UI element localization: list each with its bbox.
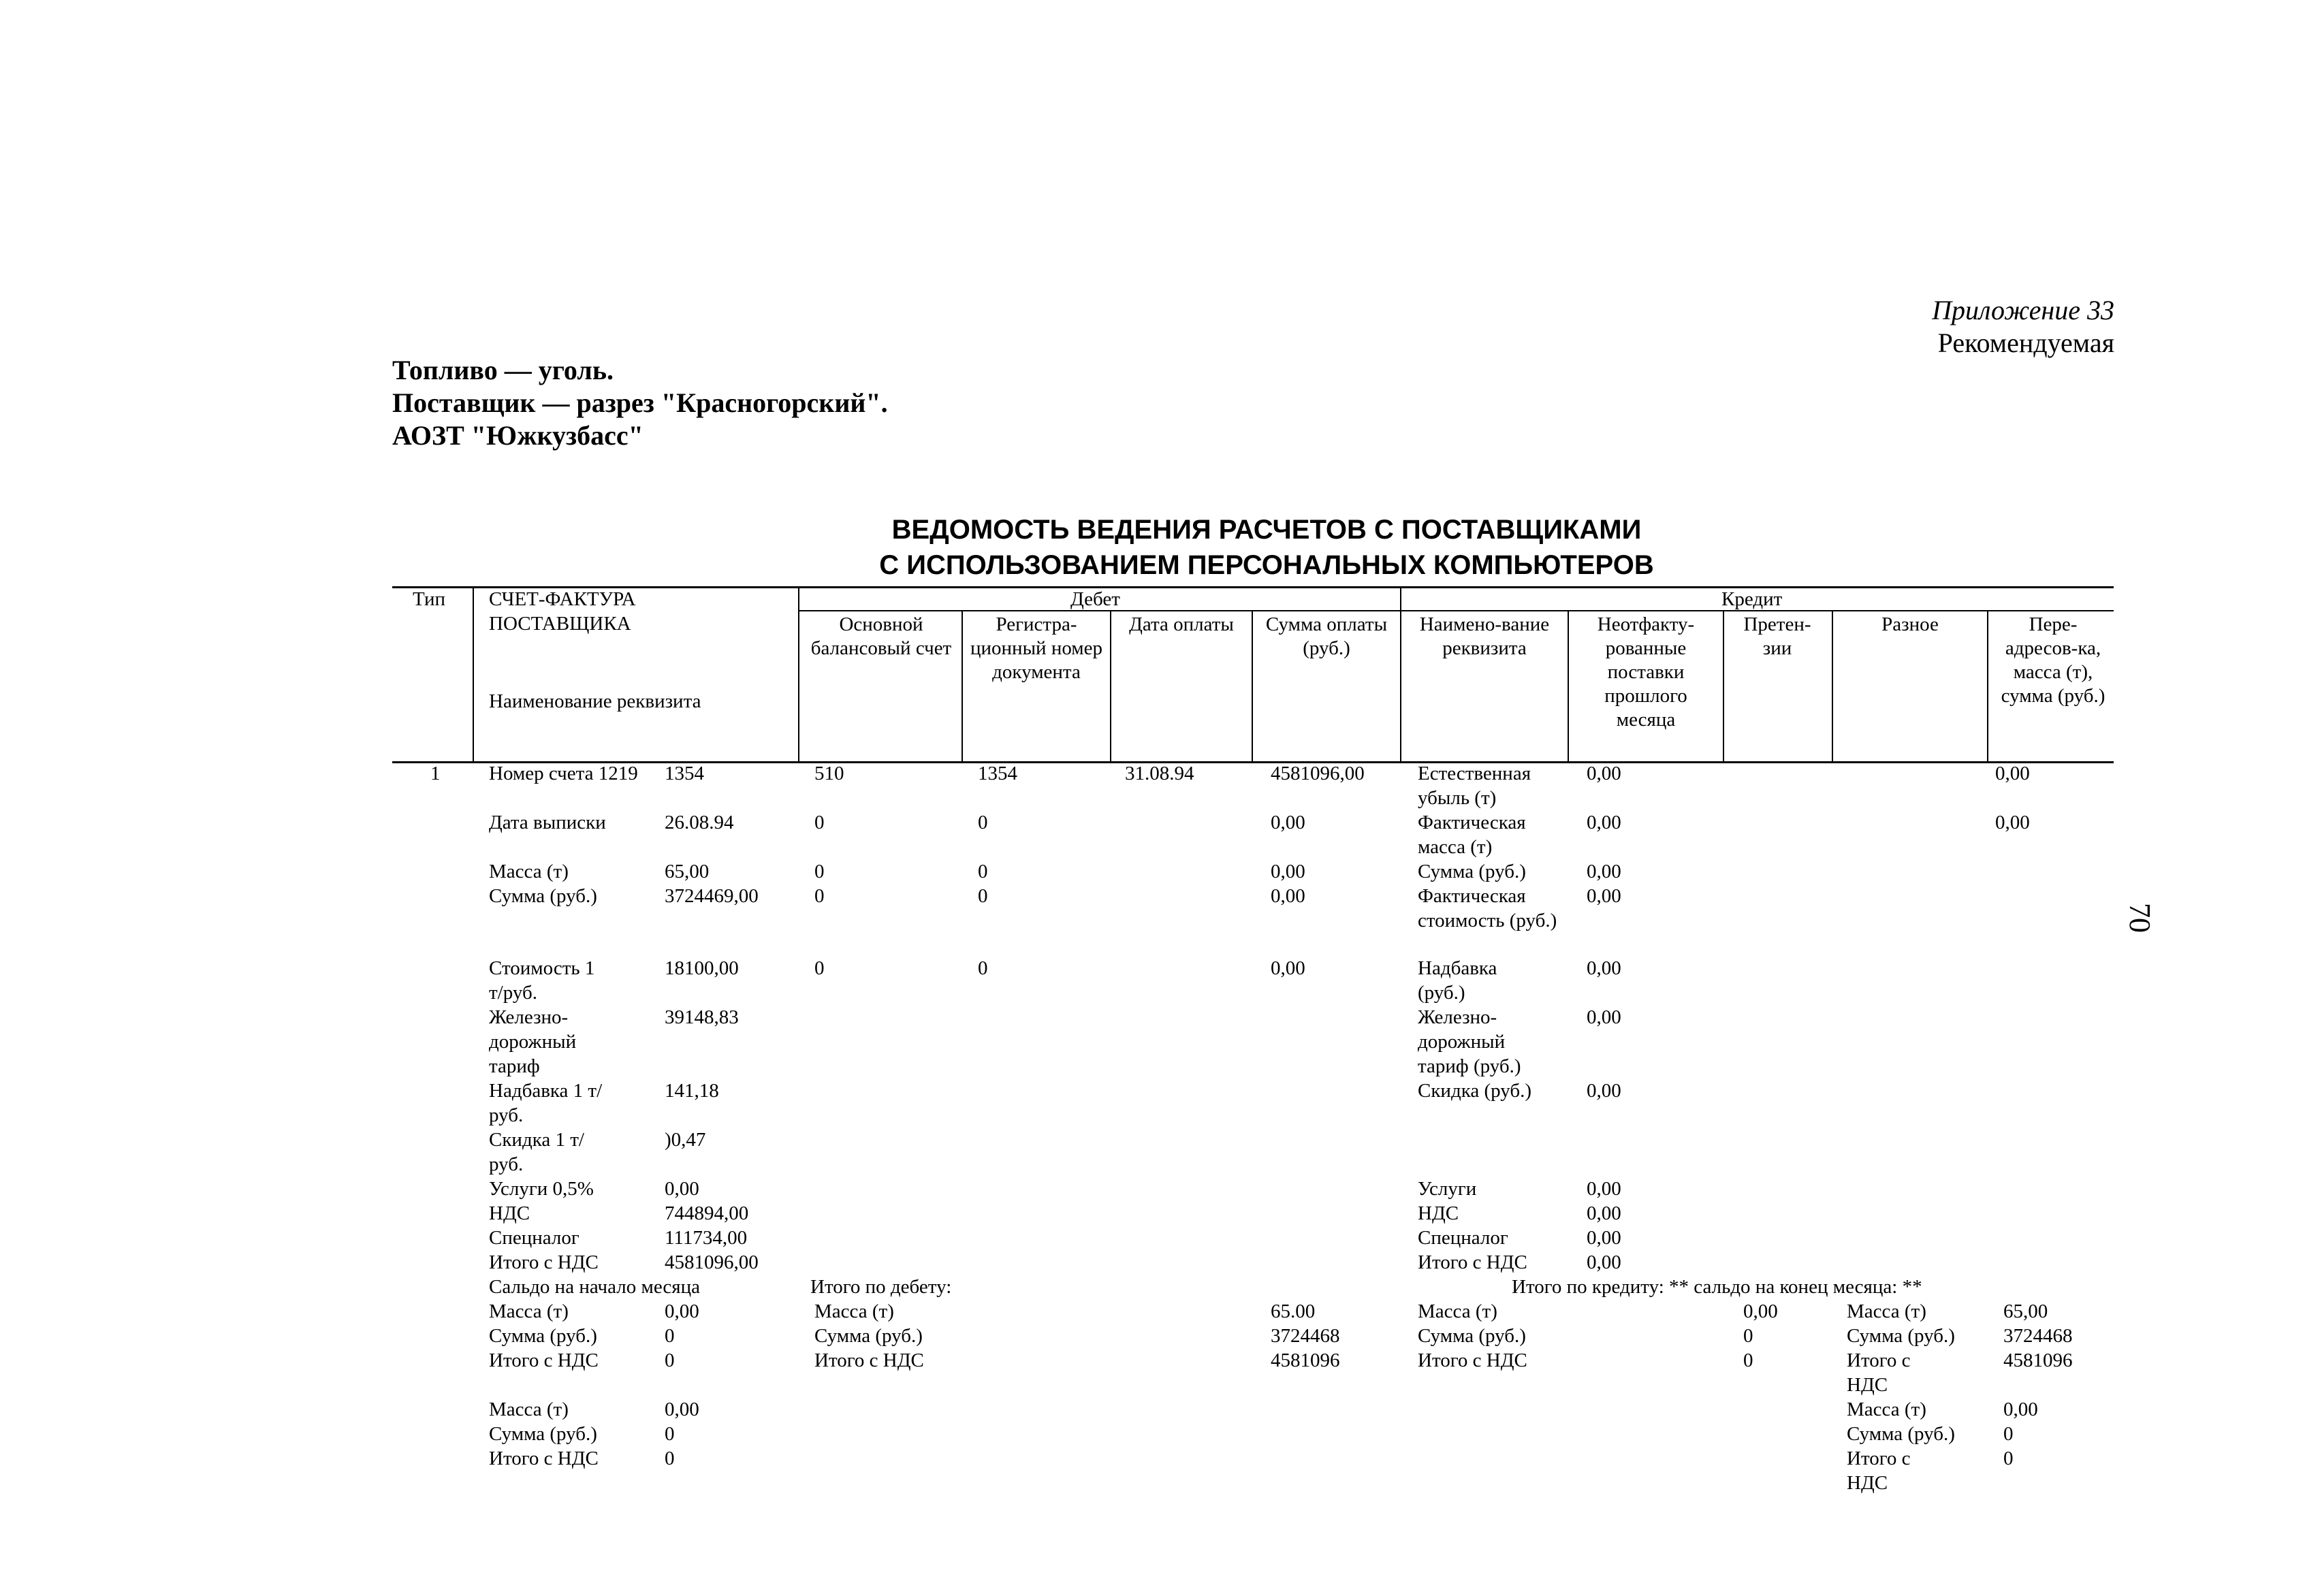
- closing-label: Масса (т): [1847, 1300, 1926, 1322]
- opening-label: Масса (т): [489, 1300, 569, 1322]
- closing-value: 4581096: [2003, 1350, 2073, 1371]
- recommended-label: Рекомендуемая: [1937, 328, 2114, 358]
- credit-value: 0,00: [1587, 957, 1621, 979]
- invoice-label: Дата выписки: [489, 812, 606, 833]
- col-header-credit-misc: Разное: [1881, 613, 1939, 635]
- opening-balance-title: Сальдо на начало месяца: [489, 1276, 701, 1298]
- invoice-value: 26.08.94: [665, 812, 734, 833]
- col-header-credit-readdress: Пере-адресов-ка, масса (т), сумма (руб.): [2001, 613, 2106, 707]
- invoice-label: НДС: [489, 1202, 530, 1224]
- col-header-debit-reg: Регистра-ционный номер документа: [970, 613, 1103, 683]
- opening-label: Итого с НДС: [489, 1350, 599, 1371]
- supplier-line: Поставщик — разрез "Красногорский".: [392, 387, 888, 418]
- second-right-label: Масса (т): [1847, 1399, 1926, 1420]
- col-sep-invoice: [798, 586, 799, 763]
- debit-account-value: 510: [814, 763, 844, 784]
- col-sep-debit-3: [1110, 610, 1111, 763]
- debit-total-label: Итого с НДС: [814, 1350, 924, 1371]
- second-left-value: 0: [665, 1448, 675, 1469]
- closing-label: Итого с НДС: [1847, 1350, 1911, 1396]
- debit-total-label: Сумма (руб.): [814, 1325, 923, 1347]
- debit-reg-value: 0: [978, 861, 988, 882]
- credit-label: Естественная убыль (т): [1418, 763, 1531, 809]
- invoice-value: 1354: [665, 763, 704, 784]
- credit-label: Фактическая стоимость (руб.): [1418, 885, 1557, 931]
- debit-sum-value: 0,00: [1271, 812, 1305, 833]
- invoice-value: 39148,83: [665, 1006, 739, 1028]
- credit-total-value: 0: [1743, 1325, 1753, 1347]
- readdress-value: 0,00: [1995, 763, 2030, 784]
- statement-title-line-1: ВЕДОМОСТЬ ВЕДЕНИЯ РАСЧЕТОВ С ПОСТАВЩИКАМИ: [891, 515, 1642, 545]
- credit-value: 0,00: [1587, 1202, 1621, 1224]
- credit-value: 0,00: [1587, 861, 1621, 882]
- second-right-value: 0: [2003, 1423, 2014, 1445]
- debit-reg-value: 0: [978, 812, 988, 833]
- col-sep-debit-credit: [1400, 586, 1401, 763]
- col-header-credit: Кредит: [1721, 588, 1783, 610]
- col-header-requisite: Наименование реквизита: [489, 690, 701, 712]
- col-header-debit-account: Основной балансовый счет: [810, 613, 952, 659]
- invoice-label: Услуги 0,5%: [489, 1178, 594, 1200]
- second-right-value: 0,00: [2003, 1399, 2038, 1420]
- invoice-value: 111734,00: [665, 1227, 748, 1249]
- debit-account-value: 0: [814, 957, 825, 979]
- table-top-rule: [392, 586, 2114, 588]
- credit-value: 0,00: [1587, 812, 1621, 833]
- second-left-label: Масса (т): [489, 1399, 569, 1420]
- invoice-value: 18100,00: [665, 957, 739, 979]
- statement-title-line-2: С ИСПОЛЬЗОВАНИЕМ ПЕРСОНАЛЬНЫХ КОМПЬЮТЕРОВ: [879, 550, 1654, 580]
- closing-label: Сумма (руб.): [1847, 1325, 1955, 1347]
- col-sep-debit-2: [962, 610, 963, 763]
- col-sep-debit-4: [1252, 610, 1253, 763]
- opening-value: 0: [665, 1350, 675, 1371]
- credit-value: 0,00: [1587, 1251, 1621, 1273]
- invoice-value: 141,18: [665, 1080, 719, 1102]
- invoice-label: Скидка 1 т/руб.: [489, 1129, 584, 1175]
- invoice-value: 4581096,00: [665, 1251, 759, 1273]
- debit-account-value: 0: [814, 885, 825, 907]
- debit-date-value: 31.08.94: [1125, 763, 1194, 784]
- invoice-label: Стоимость 1 т/руб.: [489, 957, 595, 1004]
- col-sep-type: [473, 586, 474, 763]
- invoice-label: Масса (т): [489, 861, 569, 882]
- debit-sum-value: 0,00: [1271, 957, 1305, 979]
- second-right-label: Сумма (руб.): [1847, 1423, 1955, 1445]
- debit-reg-value: 0: [978, 885, 988, 907]
- second-right-value: 0: [2003, 1448, 2014, 1469]
- closing-value: 65,00: [2003, 1300, 2048, 1322]
- col-sep-credit-2: [1568, 610, 1569, 763]
- invoice-label: Железно-дорожный тариф: [489, 1006, 577, 1077]
- col-sep-credit-5: [1987, 610, 1988, 763]
- col-header-invoice-1: СЧЕТ-ФАКТУРА: [489, 588, 636, 610]
- debit-total-value: 65.00: [1271, 1300, 1316, 1322]
- debit-sum-value: 0,00: [1271, 861, 1305, 882]
- col-sep-credit-4: [1832, 610, 1833, 763]
- closing-value: 3724468: [2003, 1325, 2073, 1347]
- debit-total-value: 4581096: [1271, 1350, 1340, 1371]
- debit-sum-value: 0,00: [1271, 885, 1305, 907]
- credit-label: Скидка (руб.): [1418, 1080, 1532, 1102]
- col-header-type: Тип: [413, 588, 446, 610]
- credit-value: 0,00: [1587, 1006, 1621, 1028]
- credit-total-value: 0: [1743, 1350, 1753, 1371]
- col-header-debit-sum: Сумма оплаты (руб.): [1265, 613, 1388, 659]
- credit-value: 0,00: [1587, 1080, 1621, 1102]
- opening-value: 0,00: [665, 1300, 699, 1322]
- debit-account-value: 0: [814, 861, 825, 882]
- credit-value: 0,00: [1587, 885, 1621, 907]
- invoice-value: 3724469,00: [665, 885, 759, 907]
- credit-total-label: Итого с НДС: [1418, 1350, 1527, 1371]
- opening-value: 0: [665, 1325, 675, 1347]
- invoice-label: Номер счета 1219: [489, 763, 638, 784]
- readdress-value: 0,00: [1995, 812, 2030, 833]
- organization-line: АОЗТ "Южкузбасс": [392, 420, 643, 451]
- col-header-debit-date: Дата оплаты: [1129, 613, 1234, 635]
- debit-total-value: 3724468: [1271, 1325, 1340, 1347]
- credit-value: 0,00: [1587, 763, 1621, 784]
- credit-label: Сумма (руб.): [1418, 861, 1526, 882]
- credit-total-title: Итого по кредиту: ** сальдо на конец месяца: **: [1512, 1276, 1922, 1298]
- invoice-value: 0,00: [665, 1178, 699, 1200]
- debit-sum-value: 4581096,00: [1271, 763, 1365, 784]
- credit-total-value: 0,00: [1743, 1300, 1778, 1322]
- col-header-credit-unbilled: Неотфакту-рованные поставки прошлого месяца: [1597, 613, 1695, 731]
- row-type: 1: [430, 763, 441, 784]
- second-left-value: 0,00: [665, 1399, 699, 1420]
- invoice-label: Итого с НДС: [489, 1251, 599, 1273]
- fuel-line: Топливо — уголь.: [392, 355, 614, 385]
- debit-reg-value: 0: [978, 957, 988, 979]
- credit-value: 0,00: [1587, 1227, 1621, 1249]
- opening-label: Сумма (руб.): [489, 1325, 597, 1347]
- invoice-label: Спецналог: [489, 1227, 579, 1249]
- credit-label: Итого с НДС: [1418, 1251, 1527, 1273]
- invoice-value: 65,00: [665, 861, 710, 882]
- second-left-label: Сумма (руб.): [489, 1423, 597, 1445]
- credit-label: Фактическая масса (т): [1418, 812, 1526, 858]
- invoice-label: Сумма (руб.): [489, 885, 597, 907]
- second-right-label: Итого с НДС: [1847, 1448, 1911, 1494]
- invoice-value: 744894,00: [665, 1202, 749, 1224]
- debit-reg-value: 1354: [978, 763, 1017, 784]
- col-sep-credit-3: [1723, 610, 1724, 763]
- credit-label: Надбавка (руб.): [1418, 957, 1497, 1004]
- header-bottom-rule: [392, 761, 2114, 763]
- credit-total-label: Масса (т): [1418, 1300, 1497, 1322]
- credit-total-label: Сумма (руб.): [1418, 1325, 1526, 1347]
- credit-value: 0,00: [1587, 1178, 1621, 1200]
- credit-label: Услуги: [1418, 1178, 1477, 1200]
- page-number: 70: [2123, 903, 2157, 933]
- invoice-label: Надбавка 1 т/руб.: [489, 1080, 603, 1126]
- debit-total-label: Масса (т): [814, 1300, 894, 1322]
- credit-label: Спецналог: [1418, 1227, 1508, 1249]
- debit-credit-sub-rule: [798, 610, 2114, 611]
- second-left-value: 0: [665, 1423, 675, 1445]
- col-header-credit-name: Наимено-вание реквизита: [1419, 613, 1550, 659]
- col-header-invoice-2: ПОСТАВЩИКА: [489, 613, 631, 635]
- invoice-value: )0,47: [665, 1129, 706, 1151]
- col-header-debit: Дебет: [1070, 588, 1120, 610]
- credit-label: НДС: [1418, 1202, 1459, 1224]
- debit-account-value: 0: [814, 812, 825, 833]
- second-left-label: Итого с НДС: [489, 1448, 599, 1469]
- credit-label: Железно-дорожный тариф (руб.): [1418, 1006, 1521, 1077]
- col-header-credit-claims: Претен-зии: [1743, 613, 1811, 659]
- debit-total-title: Итого по дебету:: [810, 1276, 952, 1298]
- appendix-label: Приложение 33: [1932, 295, 2114, 325]
